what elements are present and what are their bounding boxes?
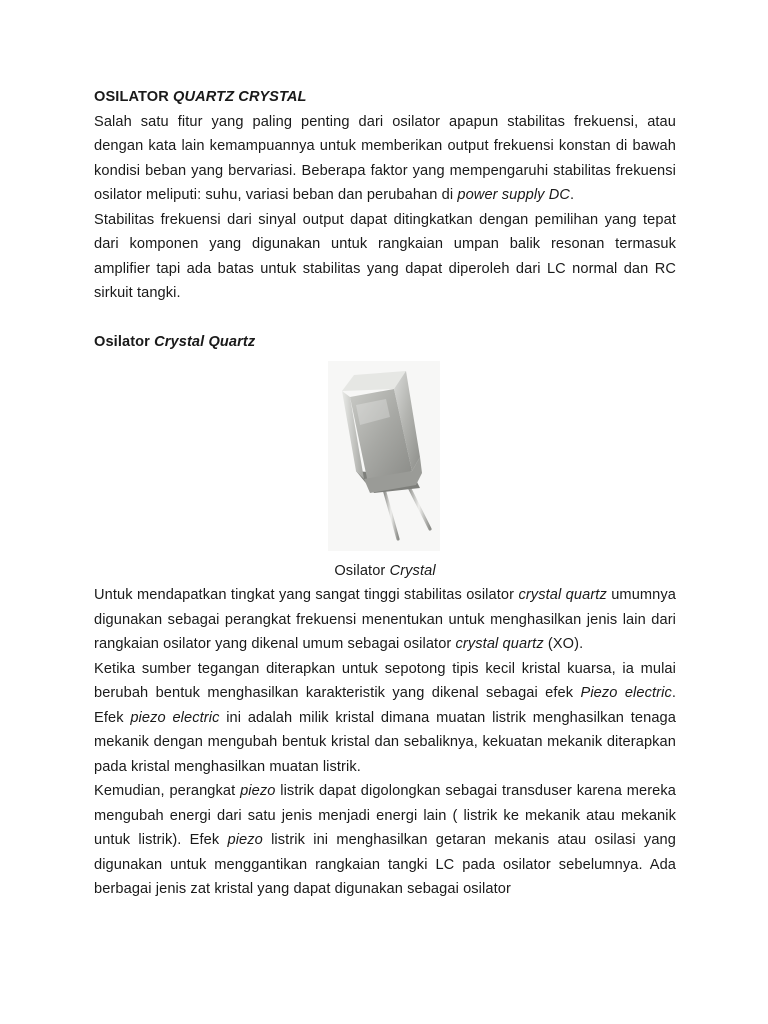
paragraph-5-italic-2: piezo: [227, 832, 263, 848]
paragraph-4: [94, 657, 676, 780]
paragraph-2: Stabilitas frekuensi dari sinyal output dapat ditingkatkan dengan pemilihan yang tepat dari komponen yang digunakan untuk rangkaian umpan balik resonan termasuk amplifier tapi ada batas untuk stabilitas yang dapat diperoleh dari LC normal dan RC sirkuit tangki.: [94, 211, 676, 301]
paragraph-4-italic-2: piezo electric: [130, 709, 220, 726]
paragraph-3-italic-1: crystal quartz: [518, 587, 607, 603]
figure-caption: [94, 559, 676, 584]
subheading-italic: Crystal Quartz: [154, 334, 256, 350]
subheading-plain: Osilator: [94, 334, 155, 350]
paragraph-1-text: Salah satu fitur yang paling penting dari osilator apapun stabilitas frekuensi, atau dengan kata lain kemampuannya untuk memberikan output frekuensi konstan di bawah kondisi beban yang bervariasi. Beberapa faktor yang mempengaruhi stabilitas frekuensi osilator meliputi: suhu, variasi beban dan perubahan di: [94, 113, 676, 203]
paragraph-1: [94, 110, 676, 208]
paragraph-4-italic-1: Piezo electric: [580, 685, 672, 701]
paragraph-5-text-c: listrik ini menghasilkan getaran mekanis atau osilasi yang digunakan untuk menggantikan rangkaian tangki LC pada osilator sebelumnya. Ada berbagai jenis zat kristal yang dapat digunakan sebagai osilator: [94, 832, 676, 897]
paragraph-3-italic-2: crystal quartz: [455, 636, 544, 652]
paragraph-4-text-c: ini adalah milik kristal dimana muatan listrik menghasilkan tenaga mekanik dengan mengubah bentuk kristal dan sebaliknya, kekuatan mekanik diterapkan pada kristal menghasilkan muatan listrik.: [94, 709, 676, 775]
paragraph-5-italic-1: piezo: [240, 783, 276, 799]
crystal-oscillator-image: [94, 361, 676, 551]
document-body: [94, 85, 676, 902]
paragraph-5-text-a: Kemudian, perangkat: [94, 783, 241, 799]
crystal-oscillator-icon: [328, 361, 440, 551]
paragraph-3: [94, 583, 676, 657]
paragraph-1-end: .: [570, 187, 575, 203]
paragraph-3-text-b: umumnya digunakan sebagai perangkat frekuensi menentukan untuk menghasilkan jenis lain dari rangkaian osilator yang dikenal umum sebagai osilator: [94, 587, 676, 652]
paragraph-3-text-c: (XO).: [543, 636, 584, 652]
section-subheading: [94, 330, 676, 355]
title-italic: QUARTZ CRYSTAL: [173, 89, 307, 105]
title-plain: OSILATOR: [94, 89, 174, 105]
caption-italic: Crystal: [389, 562, 436, 579]
paragraph-5: [94, 779, 676, 902]
paragraph-3-text-a: Untuk mendapatkan tingkat yang sangat tinggi stabilitas osilator: [94, 587, 519, 603]
paragraph-4-text-a: Ketika sumber tegangan diterapkan untuk sepotong tipis kecil kristal kuarsa, ia mulai berubah bentuk menghasilkan karakteristik yang dikenal sebagai efek: [94, 660, 676, 701]
paragraph-4-text-b: . Efek: [94, 685, 676, 726]
caption-plain: Osilator: [334, 562, 390, 579]
paragraph-1-italic: power supply DC: [457, 187, 570, 203]
document-title: [94, 85, 676, 110]
paragraph-5-text-b: listrik dapat digolongkan sebagai transduser karena mereka mengubah energi dari satu jenis menjadi energi lain ( listrik ke mekanik atau mekanik untuk listrik). Efek: [94, 783, 676, 848]
